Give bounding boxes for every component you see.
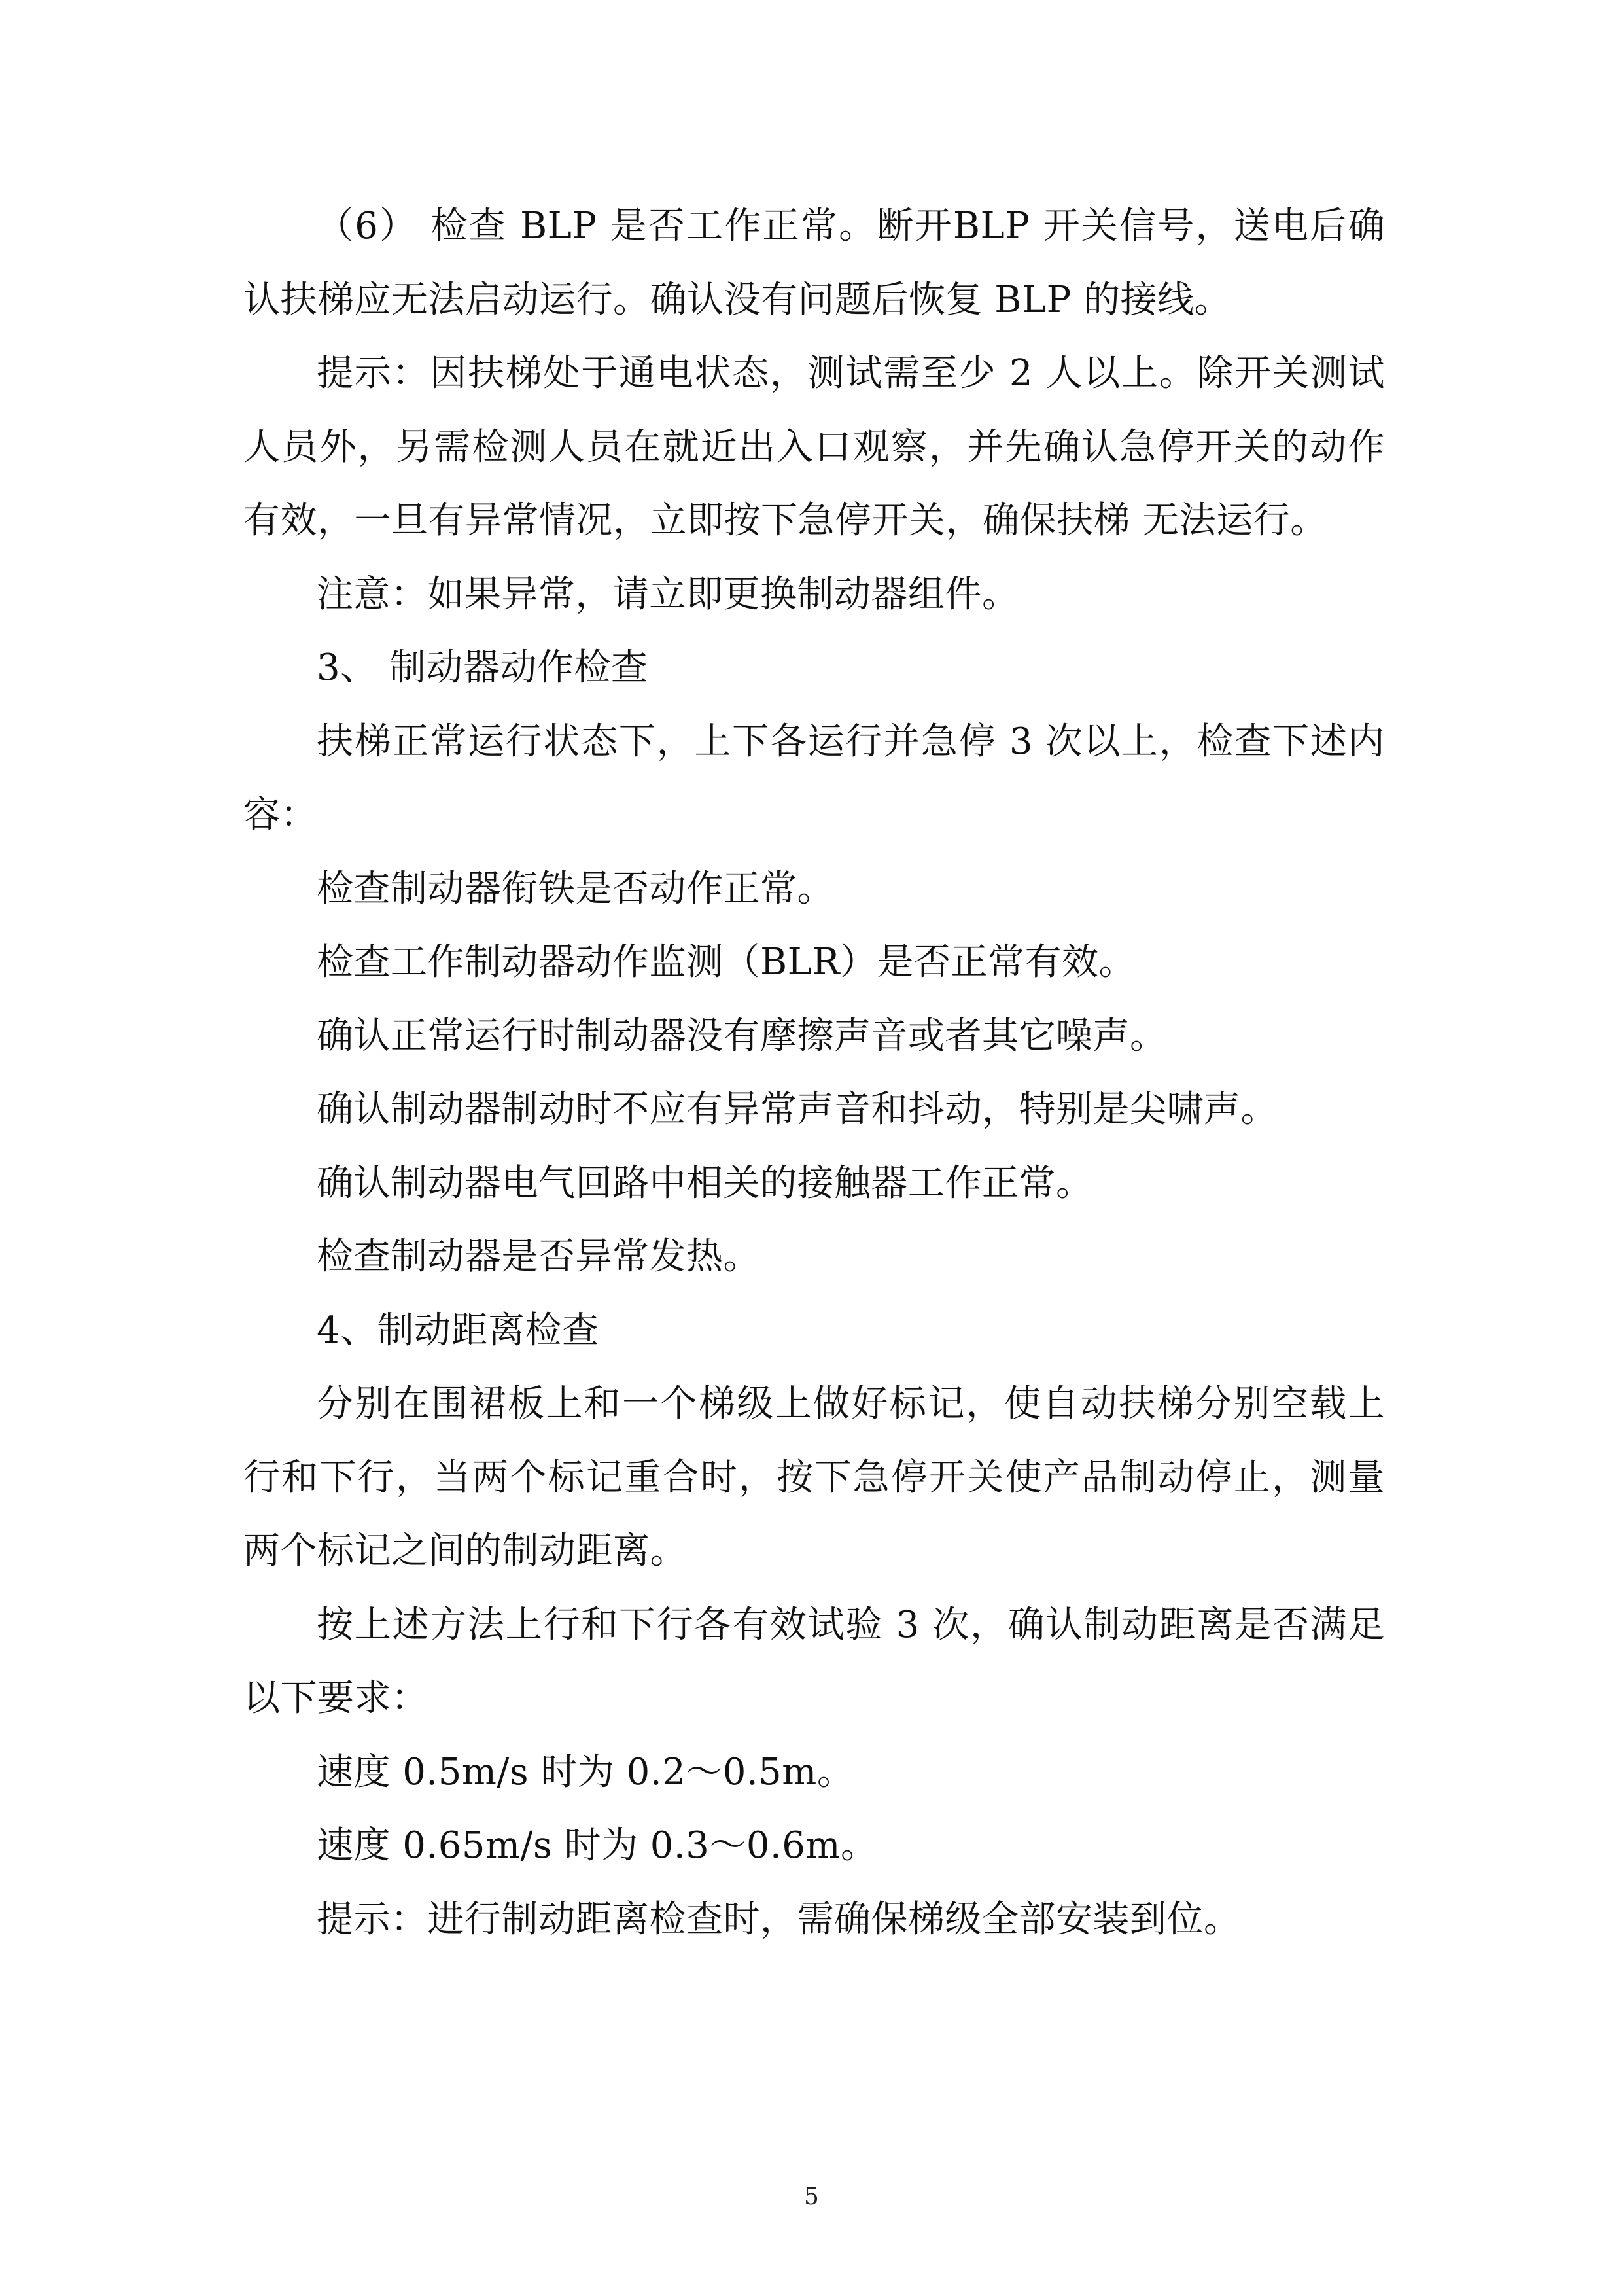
paragraph-test-tip: 提示：因扶梯处于通电状态，测试需至少 2 人以上。除开关测试人员外，另需检测人员在就近出入口观察，并先确认急停开关的动作有效，一旦有异常情况，立即按下急停开关，确保扶梯 无法运行。	[243, 352, 1385, 542]
requirement-speed-0-5: 速度 0.5m/s 时为 0.2～0.5m。	[317, 1750, 854, 1793]
paragraph-note-replace-brake: 注意：如果异常，请立即更换制动器组件。	[317, 573, 1019, 616]
paragraph-brake-action-intro: 扶梯正常运行状态下，上下各运行并急停 3 次以上，检查下述内容：	[243, 720, 1385, 836]
checklist-item-blr-monitor: 检查工作制动器动作监测（BLR）是否正常有效。	[317, 941, 1136, 983]
page-number: 5	[804, 2183, 819, 2210]
checklist-item-armature: 检查制动器衔铁是否动作正常。	[317, 867, 834, 910]
section-heading-brake-action-check: 3、 制动器动作检查	[317, 646, 648, 689]
paragraph-braking-distance-method: 分别在围裙板上和一个梯级上做好标记，使自动扶梯分别空载上行和下行，当两个标记重合时，按下急停开关使产品制动停止，测量两个标记之间的制动距离。	[243, 1383, 1385, 1572]
paragraph-braking-distance-requirement: 按上述方法上行和下行各有效试验 3 次，确认制动距离是否满足以下要求：	[243, 1603, 1385, 1720]
document-page	[243, 190, 1385, 1956]
section-heading-braking-distance-check: 4、制动距离检查	[317, 1309, 599, 1352]
requirement-speed-0-65: 速度 0.65m/s 时为 0.3～0.6m。	[317, 1824, 878, 1867]
checklist-item-overheat: 检查制动器是否异常发热。	[317, 1235, 760, 1278]
checklist-item-contactor: 确认制动器电气回路中相关的接触器工作正常。	[317, 1161, 1093, 1205]
checklist-item-friction-noise: 确认正常运行时制动器没有摩擦声音或者其它噪声。	[317, 1014, 1167, 1057]
checklist-item-braking-noise: 确认制动器制动时不应有异常声音和抖动，特别是尖啸声。	[317, 1088, 1278, 1131]
paragraph-braking-distance-tip: 提示：进行制动距离检查时，需确保梯级全部安装到位。	[317, 1898, 1241, 1941]
paragraph-blp-check: （6） 检查 BLP 是否工作正常。断开BLP 开关信号，送电后确认扶梯应无法启动运行。确认没有问题后恢复 BLP 的接线。	[243, 205, 1385, 321]
